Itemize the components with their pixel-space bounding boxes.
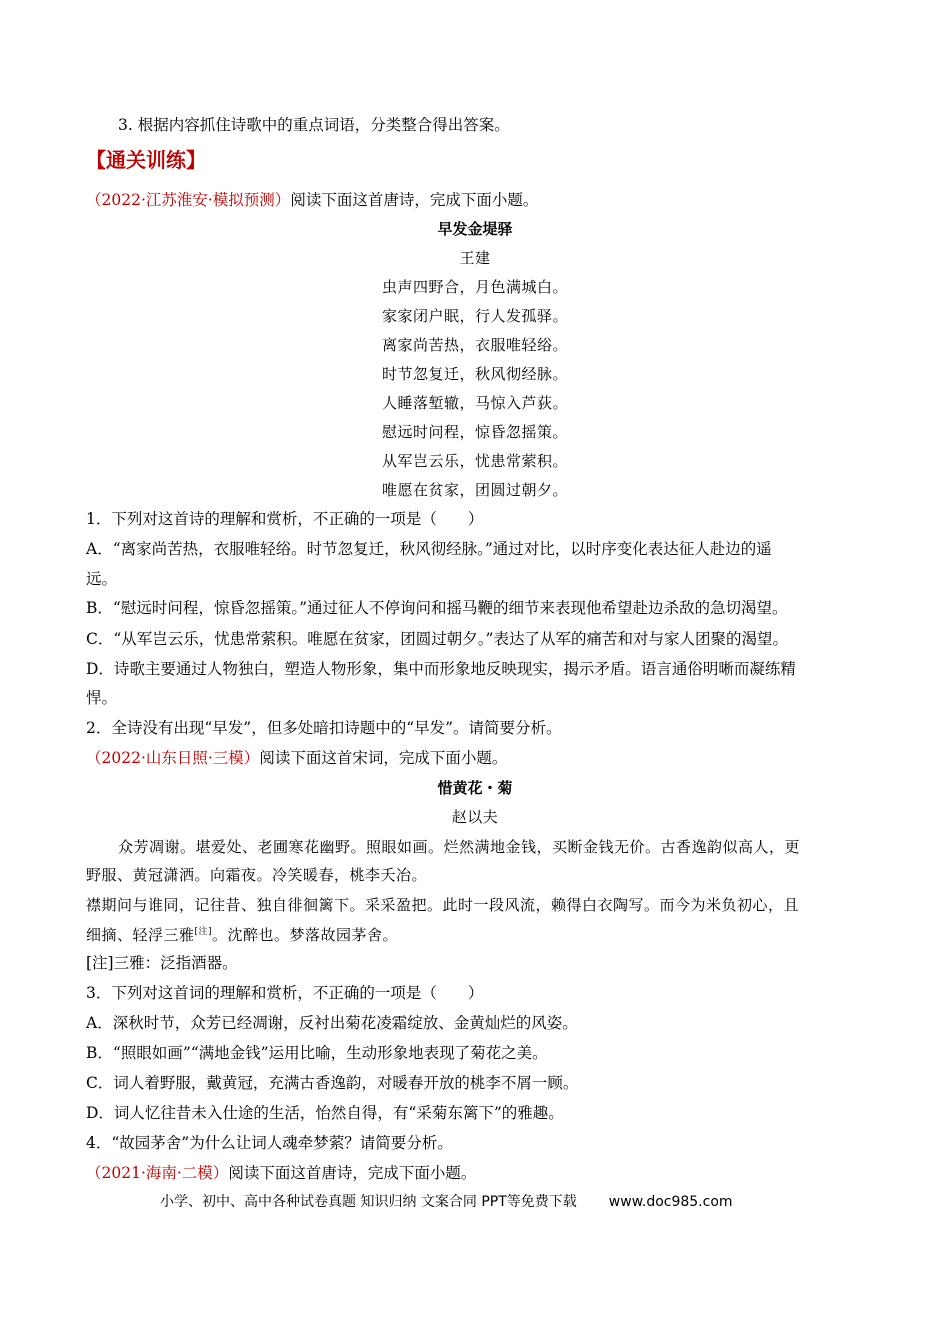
footer-url[interactable]: www.doc985.com — [608, 1194, 733, 1210]
footer-text: 小学、初中、高中各种试卷真题 知识归纳 文案合同 PPT等免费下载 — [160, 1194, 577, 1210]
ci-text: 细摘、轻浮三雅 — [86, 926, 195, 944]
poem-line: 时节忽复迁，秋风彻经脉。 — [381, 365, 568, 383]
poem-author: 王建 — [459, 249, 491, 267]
ci-text: 。沈醉也。梦落故园茅舍。 — [212, 926, 399, 944]
poem-line: 虫声四野合，月色满城白。 — [381, 278, 568, 296]
option-a: A．“离家尚苦热，衣服唯轻绤。时节忽复迁，秋风彻经脉。”通过对比，以时序变化表达征人赴边的遥 — [86, 540, 772, 558]
poem-line: 唯愿在贫家，团圆过朝夕。 — [381, 481, 568, 499]
footnote: [注]三雅：泛指酒器。 — [86, 954, 238, 972]
source-tag: （2022·江苏淮安·模拟预测） — [86, 191, 291, 209]
option-a-cont: 远。 — [86, 570, 118, 588]
question-intro-1 — [86, 190, 538, 210]
source-tag: （2021·海南·二模） — [86, 1164, 229, 1182]
page-footer — [160, 1192, 733, 1212]
ci-title: 惜黄花・菊 — [437, 779, 513, 797]
question-2: 2．全诗没有出现“早发”，但多处暗扣诗题中的“早发”。请简要分析。 — [86, 719, 562, 737]
instruction-text: 阅读下面这首唐诗，完成下面小题。 — [228, 1164, 477, 1182]
option-a: A．深秋时节，众芳已经凋谢，反衬出菊花凌霜绽放、金黄灿烂的风姿。 — [86, 1014, 578, 1032]
section-heading: 【通关训练】 — [86, 148, 206, 172]
question-intro-2 — [86, 748, 507, 768]
ci-author: 赵以夫 — [451, 808, 499, 826]
poem-line: 从军岂云乐，忧患常萦积。 — [381, 452, 568, 470]
instruction-text: 阅读下面这首宋词，完成下面小题。 — [259, 749, 508, 767]
poem-title: 早发金堤驿 — [437, 220, 513, 238]
question-4: 4．“故园茅舍”为什么让词人魂牵梦萦？请简要分析。 — [86, 1134, 453, 1152]
poem-line: 人睡落堑辙，马惊入芦荻。 — [381, 394, 568, 412]
instruction-text: 阅读下面这首唐诗，完成下面小题。 — [290, 191, 539, 209]
question-intro-3 — [86, 1163, 476, 1183]
poem-line: 慰远时问程，惊昏忽摇策。 — [381, 423, 568, 441]
ci-paragraph-line — [86, 925, 398, 945]
poem-line: 离家尚苦热，衣服唯轻绤。 — [381, 336, 568, 354]
option-d: D．诗歌主要通过人物独白，塑造人物形象，集中而形象地反映现实，揭示矛盾。语言通俗明晰而凝练精 — [86, 660, 796, 678]
option-b: B．“慰远时问程，惊昏忽摇策。”通过征人不停询问和摇马鞭的细节来表现他希望赴边杀敌的急切渴望。 — [86, 599, 788, 617]
option-c: C．“从军岂云乐，忧患常萦积。唯愿在贫家，团圆过朝夕。”表达了从军的痛苦和对与家人团聚的渴望。 — [86, 630, 788, 648]
poem-line: 家家闭户眠，行人发孤驿。 — [381, 307, 568, 325]
option-b: B．“照眼如画”“满地金钱”运用比喻，生动形象地表现了菊花之美。 — [86, 1044, 548, 1062]
question-1: 1．下列对这首诗的理解和赏析，不正确的一项是（ ） — [86, 510, 484, 528]
ci-paragraph-line: 襟期问与谁同，记往昔、独自徘徊篱下。采采盈把。此时一段风流，赖得白衣陶写。而今为米负初心，且 — [86, 896, 800, 914]
source-tag: （2022·山东日照·三模） — [86, 749, 260, 767]
option-d: D．词人忆往昔未入仕途的生活，怡然自得，有“采菊东篱下”的雅趣。 — [86, 1104, 564, 1122]
question-3: 3．下列对这首词的理解和赏析，不正确的一项是（ ） — [86, 984, 484, 1002]
option-c: C．词人着野服，戴黄冠，充满古香逸韵，对暖春开放的桃李不屑一顾。 — [86, 1074, 579, 1092]
ci-paragraph-line: 野服、黄冠潇洒。向霜夜。冷笑暖春，桃李夭冶。 — [86, 866, 428, 884]
option-d-cont: 悍。 — [86, 689, 118, 707]
footnote-marker: [注] — [194, 927, 213, 937]
intro-line: 3. 根据内容抓住诗歌中的重点词语，分类整合得出答案。 — [118, 116, 510, 134]
ci-paragraph-line: 众芳凋谢。堪爱处、老圃寒花幽野。照眼如画。烂然满地金钱，买断金钱无价。古香逸韵似高人，更 — [118, 838, 801, 856]
